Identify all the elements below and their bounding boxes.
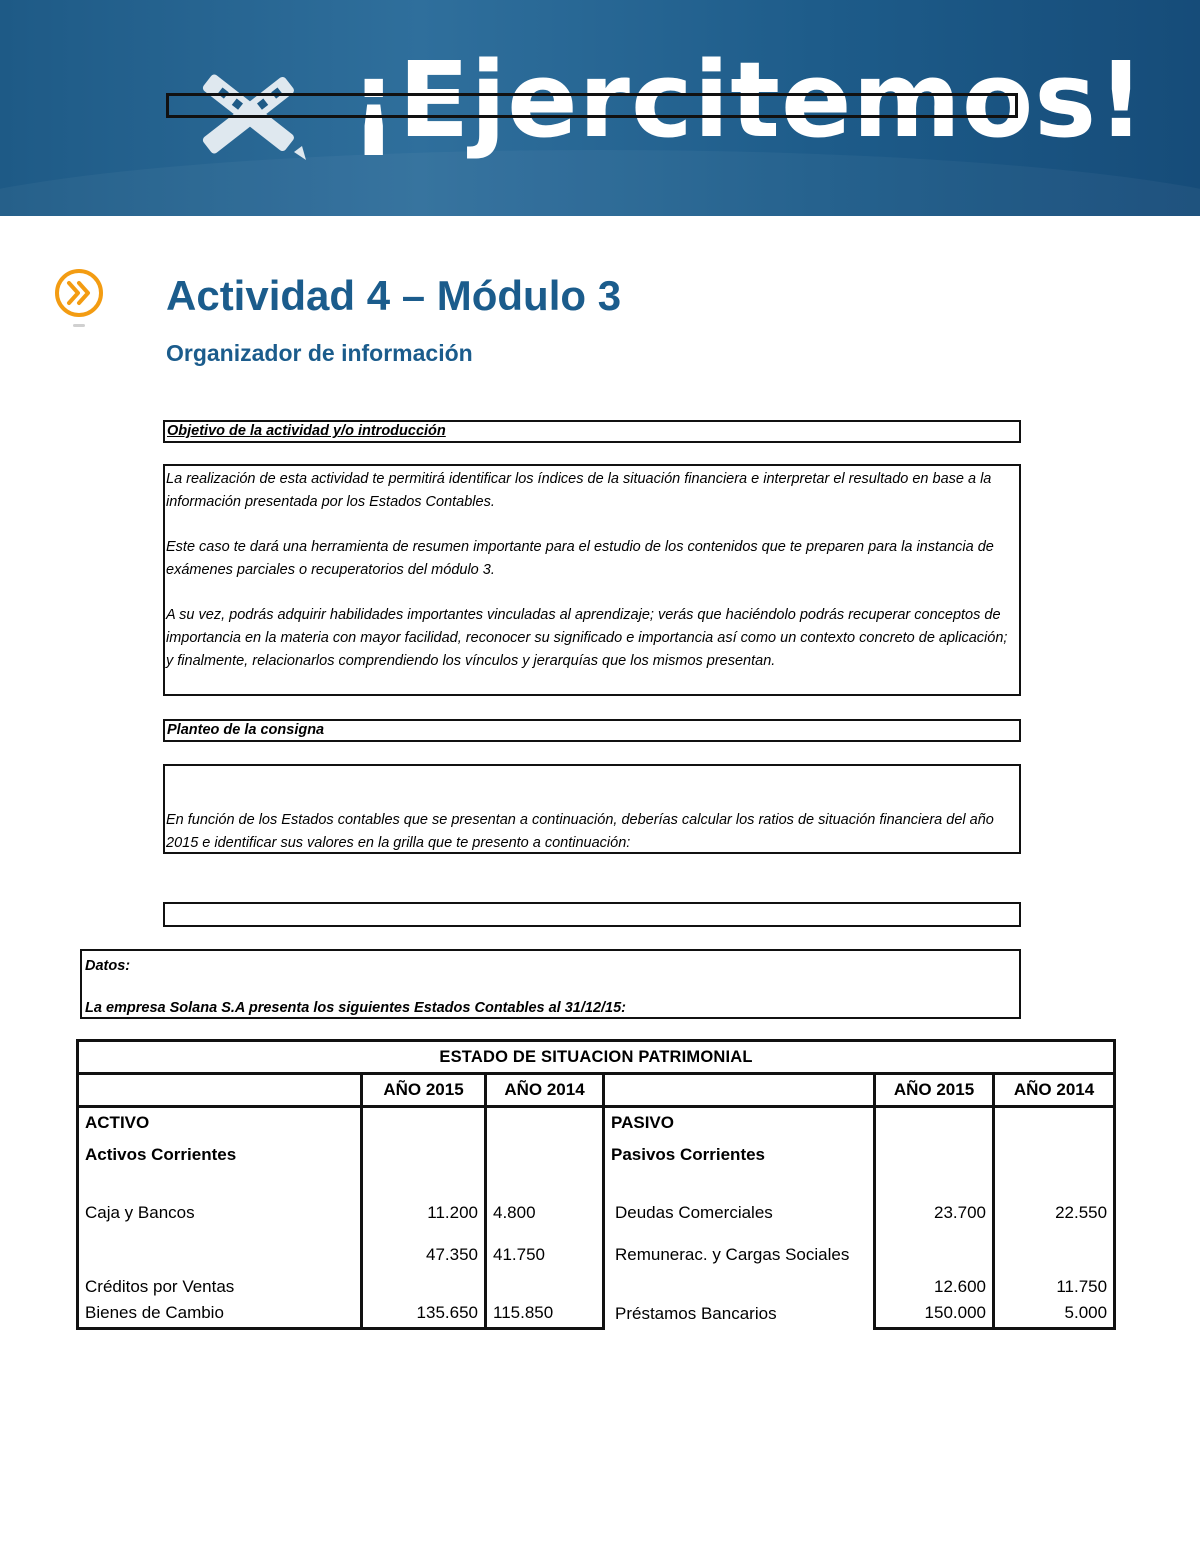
pasivo-subheader: Pasivos Corrientes bbox=[604, 1139, 875, 1171]
liability-value-2015: 23.700 bbox=[875, 1187, 994, 1239]
asset-value-2015: 11.200 bbox=[362, 1187, 486, 1239]
liability-value-2015: 150.000 bbox=[875, 1299, 994, 1329]
asset-label: Créditos por Ventas bbox=[78, 1239, 362, 1299]
consigna-text-box bbox=[163, 764, 1021, 854]
consigna-header-box bbox=[163, 719, 1021, 742]
table-row bbox=[78, 1299, 1115, 1329]
asset-value-2015: 135.650 bbox=[362, 1299, 486, 1329]
asset-value-2015: 47.350 bbox=[362, 1239, 486, 1299]
asset-value-2014: 115.850 bbox=[486, 1299, 604, 1329]
liability-value-2014: 11.750 bbox=[994, 1239, 1115, 1299]
asset-value-2014: 41.750 bbox=[486, 1239, 604, 1299]
year-2015-header: AÑO 2015 bbox=[875, 1074, 994, 1107]
header-blank bbox=[604, 1074, 875, 1107]
objective-paragraph: A su vez, podrás adquirir habilidades importantes vinculadas al aprendizaje; verás que haciéndolo podrás recuperar conceptos de importancia en la materia con mayor facilidad, reconocer su significado e importancia así como un contexto concreto de aplicación; y finalmente, relacionarlos comprendiendo los vínculos y jerarquías que los mismos presentan. bbox=[166, 607, 1008, 669]
double-chevron-right-icon bbox=[52, 266, 106, 332]
pasivo-label: PASIVO bbox=[604, 1107, 875, 1139]
activo-label: ACTIVO bbox=[78, 1107, 362, 1139]
liability-label: Préstamos Bancarios bbox=[604, 1299, 875, 1329]
liability-value-2014: 22.550 bbox=[994, 1187, 1115, 1239]
liability-label: Deudas Comerciales bbox=[604, 1187, 875, 1239]
balance-sheet-table bbox=[76, 1039, 1116, 1330]
activity-title: Actividad 4 – Módulo 3 bbox=[166, 272, 622, 319]
objective-text-box bbox=[163, 464, 1021, 696]
asset-value-2014: 4.800 bbox=[486, 1187, 604, 1239]
header-blank bbox=[78, 1074, 362, 1107]
table-row bbox=[78, 1239, 1115, 1299]
empty-box bbox=[163, 902, 1021, 927]
asset-label: Bienes de Cambio bbox=[78, 1299, 362, 1329]
datos-label: Datos: bbox=[85, 958, 131, 974]
asset-label: Caja y Bancos bbox=[78, 1187, 362, 1239]
consigna-header: Planteo de la consigna bbox=[167, 722, 325, 738]
balance-title: ESTADO DE SITUACION PATRIMONIAL bbox=[78, 1041, 1115, 1074]
year-2015-header: AÑO 2015 bbox=[362, 1074, 486, 1107]
banner-title: ¡Ejercitemos! bbox=[350, 39, 1146, 161]
liability-value-2015: 12.600 bbox=[875, 1239, 994, 1299]
year-2014-header: AÑO 2014 bbox=[994, 1074, 1115, 1107]
liability-value-2014: 5.000 bbox=[994, 1299, 1115, 1329]
datos-box bbox=[80, 949, 1021, 1019]
table-row bbox=[78, 1187, 1115, 1239]
activo-subheader: Activos Corrientes bbox=[78, 1139, 362, 1171]
year-2014-header: AÑO 2014 bbox=[486, 1074, 604, 1107]
objective-paragraph: La realización de esta actividad te permitirá identificar los índices de la situación financiera e interpretar el resultado en base a la información presentada por los Estados Contables. bbox=[166, 471, 992, 510]
objective-paragraph: Este caso te dará una herramienta de resumen importante para el estudio de los contenidos que te preparen para la instancia de exámenes parciales o recuperatorios del módulo 3. bbox=[166, 539, 994, 578]
consigna-text: En función de los Estados contables que se presentan a continuación, deberías calcular los ratios de situación financiera del año 2015 e identificar sus valores en la grilla que te presento a continuación: bbox=[166, 812, 994, 851]
liability-label: Remunerac. y Cargas Sociales bbox=[604, 1239, 875, 1299]
objective-header: Objetivo de la actividad y/o introducción bbox=[167, 423, 446, 439]
objective-header-box bbox=[163, 420, 1021, 443]
datos-text: La empresa Solana S.A presenta los siguientes Estados Contables al 31/12/15: bbox=[85, 1000, 627, 1016]
title-outline-box bbox=[166, 93, 1018, 118]
activity-subtitle: Organizador de información bbox=[166, 340, 473, 366]
